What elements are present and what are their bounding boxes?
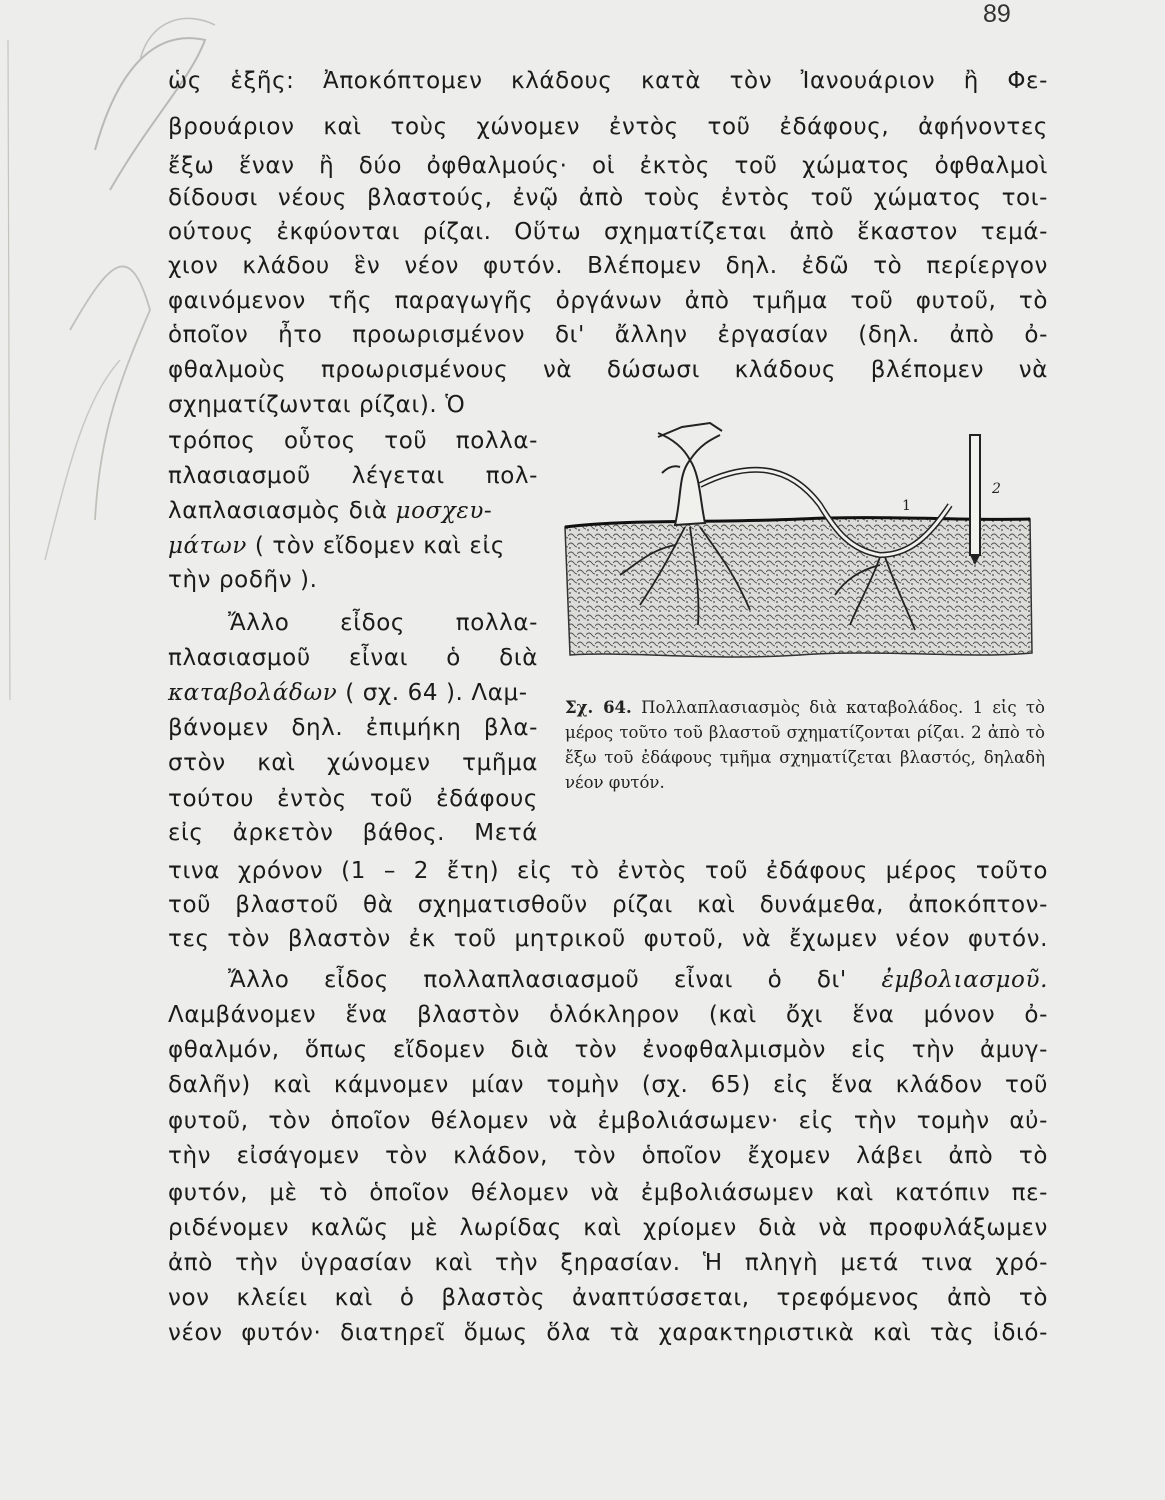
text-line: πλασιασμοῦ εἶναι ὁ διὰ — [168, 645, 538, 671]
support-stake — [970, 435, 980, 565]
italic-term: μοσχευ- — [395, 498, 493, 524]
caption-text: Πολλαπλασιασμὸς διὰ καταβολάδος. 1 εἰς τὸ μέρος τοῦτο τοῦ βλαστοῦ σχηματίζονται ρίζαι. 2 ἀπὸ τὸ ἔξω τοῦ ἐδάφους τμῆμα σχηματίζεται βλαστός, δηλαδὴ νέον φυτόν. — [565, 698, 1045, 792]
text-line: φυτόν, μὲ τὸ ὁποῖον θέλομεν νὰ ἐμβολιάσωμεν καὶ κατόπιν πε- — [168, 1180, 1048, 1206]
text-line: τοῦ βλαστοῦ θὰ σχηματισθοῦν ρίζαι καὶ δυνάμεθα, ἀποκόπτον- — [168, 892, 1048, 918]
page-number: 89 — [983, 0, 1011, 28]
text-line: τὴν ροδῆν ). — [168, 567, 318, 593]
text-fragment: ( σχ. 64 ). Λαμ- — [345, 680, 528, 706]
italic-term: μάτων — [168, 533, 247, 559]
text-fragment: Ἄλλο εἶδος πολλαπλασιασμοῦ εἶναι ὁ δι' — [228, 967, 847, 993]
text-line: ὡς ἑξῆς: Ἀποκόπτομεν κλάδους κατὰ τὸν Ἰανουάριον ἢ Φε- — [168, 68, 1048, 94]
text-line — [168, 496, 538, 526]
text-line: στὸν καὶ χώνομεν τμῆμα — [168, 750, 538, 776]
text-line: δίδουσι νέους βλαστούς, ἐνῷ ἀπὸ τοὺς ἐντὸς τοῦ χώματος τοι- — [168, 185, 1048, 211]
caption-lead: Σχ. 64. — [565, 698, 632, 717]
text-line: τινα χρόνον (1 – 2 ἔτη) εἰς τὸ ἐντὸς τοῦ ἐδάφους μέρος τοῦτο — [168, 858, 1048, 884]
text-line: δαλῆν) καὶ κάμνομεν μίαν τομὴν (σχ. 65) εἰς ἕνα κλάδον τοῦ — [168, 1072, 1048, 1098]
text-line — [168, 531, 538, 561]
text-line: τες τὸν βλαστὸν ἐκ τοῦ μητρικοῦ φυτοῦ, νὰ ἔχωμεν νέον φυτόν. — [168, 926, 1048, 952]
text-line: Λαμβάνομεν ἕνα βλαστὸν ὁλόκληρον (καὶ ὄχι ἕνα μόνον ὀ- — [168, 1002, 1048, 1028]
text-line: σχηματίζωνται ρίζαι). Ὁ — [168, 392, 466, 418]
soil-surface — [565, 518, 1032, 657]
text-line: νέον φυτόν· διατηρεῖ ὅμως ὅλα τὰ χαρακτηριστικὰ καὶ τὰς ἰδιό- — [168, 1320, 1048, 1346]
italic-term: καταβολάδων — [168, 680, 338, 706]
text-line: ὁποῖον ἦτο προωρισμένον δι' ἄλλην ἐργασίαν (δηλ. ἀπὸ ὀ- — [168, 322, 1048, 348]
text-line: ούτους ἐκφύονται ρίζαι. Οὕτω σχηματίζεται ἀπὸ ἕκαστον τεμά- — [168, 219, 1048, 245]
text-line: τὴν εἰσάγομεν τὸν κλάδον, τὸν ὁποῖον ἔχομεν λάβει ἀπὸ τὸ — [168, 1143, 1048, 1169]
text-line: ριδένομεν καλῶς μὲ λωρίδας καὶ χρίομεν διὰ νὰ προφυλάξωμεν — [168, 1215, 1048, 1241]
text-line: χιον κλάδου ἓν νέον φυτόν. Βλέπομεν δηλ. ἐδῶ τὸ περίεργον — [168, 253, 1048, 279]
text-fragment: λαπλασιασμὸς διὰ — [168, 498, 388, 524]
text-line: Ἄλλο εἶδος πολλα- — [228, 610, 538, 636]
text-line: τρόπος οὗτος τοῦ πολλα- — [168, 428, 538, 454]
text-line: τούτου ἐντὸς τοῦ ἐδάφους — [168, 786, 538, 812]
figure-label-2: 2 — [992, 481, 1001, 497]
text-line: ἔξω ἕναν ἢ δύο ὀφθαλμούς· οἱ ἐκτὸς τοῦ χώματος ὀφθαλμοὶ — [168, 153, 1048, 179]
layering-illustration — [550, 415, 1050, 690]
text-line: ἀπὸ τὴν ὑγρασίαν καὶ τὴν ξηρασίαν. Ἡ πληγὴ μετά τινα χρό- — [168, 1250, 1048, 1276]
text-fragment: ( τὸν εἴδομεν καὶ εἰς — [254, 533, 505, 559]
text-line: φαινόμενον τῆς παραγωγῆς ὀργάνων ἀπὸ τμῆμα τοῦ φυτοῦ, τὸ — [168, 288, 1048, 314]
figure-caption — [565, 695, 1045, 795]
text-line — [168, 678, 538, 708]
text-line: πλασιασμοῦ λέγεται πολ- — [168, 463, 538, 489]
text-line: φθαλμοὺς προωρισμένους νὰ δώσωσι κλάδους βλέπομεν νὰ — [168, 357, 1048, 383]
text-line: βρουάριον καὶ τοὺς χώνομεν ἐντὸς τοῦ ἐδάφους, ἀφήνοντες — [168, 114, 1048, 140]
text-line — [228, 965, 1048, 995]
pencil-scribble — [0, 0, 220, 700]
text-line: εἰς ἀρκετὸν βάθος. Μετά — [168, 820, 538, 846]
italic-term: ἐμβολιασμοῦ. — [881, 967, 1048, 993]
text-line: φθαλμόν, ὅπως εἴδομεν διὰ τὸν ἐνοφθαλμισμὸν εἰς τὴν ἀμυγ- — [168, 1037, 1048, 1063]
text-line: φυτοῦ, τὸν ὁποῖον θέλομεν νὰ ἐμβολιάσωμεν· εἰς τὴν τομὴν αὐ- — [168, 1108, 1048, 1134]
text-line: βάνομεν δηλ. ἐπιμήκη βλα- — [168, 715, 538, 741]
mother-plant-stump — [658, 423, 722, 525]
text-line: νον κλείει καὶ ὁ βλαστὸς ἀναπτύσσεται, τρεφόμενος ἀπὸ τὸ — [168, 1285, 1048, 1311]
figure-label-1: 1 — [902, 498, 911, 514]
